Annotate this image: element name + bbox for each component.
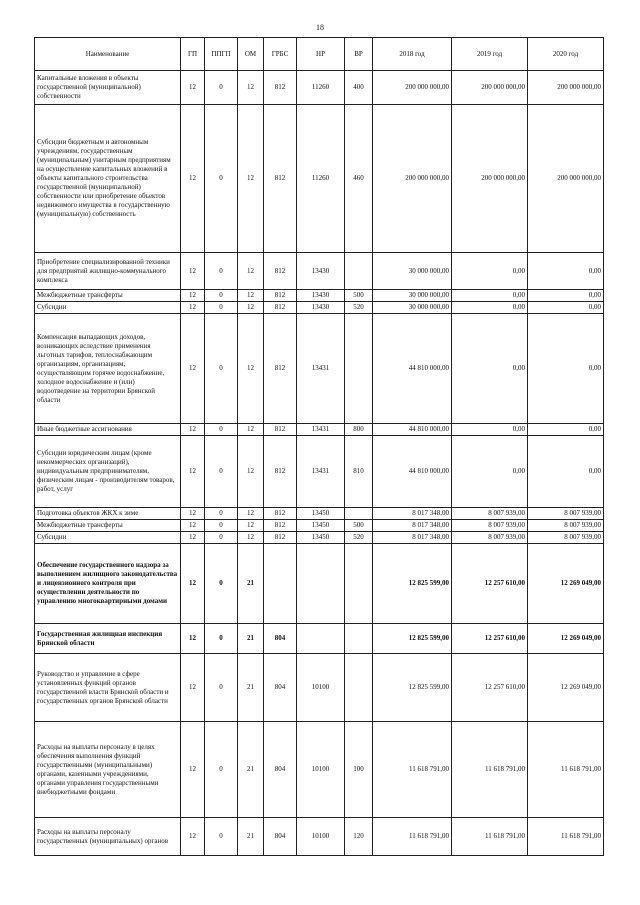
table-cell-om: 12: [238, 424, 264, 436]
table-cell-name: Субсидии: [35, 302, 181, 314]
header-gp: ГП: [181, 38, 205, 71]
table-cell-2018: 8 017 348,00: [373, 532, 452, 544]
table-cell-name: Субсидии бюджетным и автономным учреждениям, государственным (муниципальным) унитарным предприятиям на осуществление капитальных вложений в объекты капитального строительства государственной (муниципальной) собственности или приобретение объектов недвижимого имущества в государственную (муниципальную) собственность: [35, 105, 181, 253]
table-cell-2020: 0,00: [528, 253, 604, 290]
table-cell-nr: 13450: [297, 520, 345, 532]
table-cell-vr: 500: [345, 290, 373, 302]
table-cell-ppgp: 0: [205, 436, 238, 508]
table-cell-ppgp: 0: [205, 302, 238, 314]
table-cell-2020: 0,00: [528, 290, 604, 302]
table-cell-grbs: 812: [264, 314, 297, 424]
table-cell-om: 21: [238, 544, 264, 624]
table-cell-2019: 200 000 000,00: [452, 105, 528, 253]
table-cell-2020: 12 269 049,00: [528, 544, 604, 624]
table-cell-2018: 30 000 000,00: [373, 302, 452, 314]
page-number: 18: [316, 23, 324, 32]
table-cell-2019: 0,00: [452, 253, 528, 290]
table-cell-gp: 12: [181, 253, 205, 290]
table-cell-vr: 100: [345, 722, 373, 818]
header-vr: ВР: [345, 38, 373, 71]
table-cell-gp: 12: [181, 290, 205, 302]
table-row: [35, 722, 604, 818]
table-cell-2020: 0,00: [528, 436, 604, 508]
table-cell-ppgp: 0: [205, 654, 238, 722]
table-cell-gp: 12: [181, 71, 205, 105]
table-cell-grbs: 804: [264, 624, 297, 654]
table-header: [35, 38, 604, 71]
table-cell-2019: 8 007 939,00: [452, 532, 528, 544]
table-cell-2020: 8 007 939,00: [528, 520, 604, 532]
table-cell-2019: 0,00: [452, 314, 528, 424]
table-cell-2020: 8 007 939,00: [528, 508, 604, 520]
table-cell-ppgp: 0: [205, 314, 238, 424]
table-cell-2020: 200 000 000,00: [528, 105, 604, 253]
table-cell-2019: 11 618 791,00: [452, 722, 528, 818]
table-cell-vr: 520: [345, 302, 373, 314]
table-cell-2018: 12 825 599,00: [373, 544, 452, 624]
table-cell-2019: 200 000 000,00: [452, 71, 528, 105]
table-cell-vr: 460: [345, 105, 373, 253]
table-cell-name: Иные бюджетные ассигнования: [35, 424, 181, 436]
table-cell-gp: 12: [181, 624, 205, 654]
table-row: [35, 520, 604, 532]
table-cell-2018: 200 000 000,00: [373, 105, 452, 253]
table-cell-nr: 13431: [297, 314, 345, 424]
table-cell-om: 12: [238, 105, 264, 253]
table-cell-nr: 13430: [297, 253, 345, 290]
table-cell-2018: 8 017 348,00: [373, 520, 452, 532]
table-cell-gp: 12: [181, 520, 205, 532]
table-row: [35, 314, 604, 424]
table-cell-nr: 13430: [297, 302, 345, 314]
table-row: [35, 436, 604, 508]
table-cell-ppgp: 0: [205, 424, 238, 436]
table-cell-nr: 13450: [297, 532, 345, 544]
table-cell-gp: 12: [181, 302, 205, 314]
table-cell-vr: [345, 654, 373, 722]
table-cell-om: 12: [238, 290, 264, 302]
table-cell-name: Приобретение специализированной техники для предприятий жилищно-коммунального комплекса: [35, 253, 181, 290]
table-cell-name: Субсидии: [35, 532, 181, 544]
table-cell-2019: 11 618 791,00: [452, 818, 528, 856]
table-cell-grbs: 804: [264, 818, 297, 856]
table-row: [35, 105, 604, 253]
table-cell-om: 21: [238, 654, 264, 722]
table-cell-name: Капитальные вложения в объекты государственной (муниципальной) собственности: [35, 71, 181, 105]
header-name: Наименование: [35, 38, 181, 71]
table-cell-2018: 12 825 599,00: [373, 624, 452, 654]
table-cell-2020: 0,00: [528, 302, 604, 314]
table-cell-2018: 200 000 000,00: [373, 71, 452, 105]
table-cell-2019: 0,00: [452, 302, 528, 314]
table-cell-nr: [297, 624, 345, 654]
table-row: [35, 532, 604, 544]
header-2020: 2020 год: [528, 38, 604, 71]
table-cell-vr: 120: [345, 818, 373, 856]
budget-table: [34, 37, 604, 856]
table-cell-nr: 13430: [297, 290, 345, 302]
table-cell-nr: 11260: [297, 71, 345, 105]
table-row: [35, 508, 604, 520]
table-cell-ppgp: 0: [205, 253, 238, 290]
table-cell-gp: 12: [181, 818, 205, 856]
table-cell-grbs: [264, 544, 297, 624]
table-cell-nr: 10100: [297, 722, 345, 818]
table-cell-om: 12: [238, 508, 264, 520]
header-ppgp: ППГП: [205, 38, 238, 71]
table-cell-ppgp: 0: [205, 624, 238, 654]
table-cell-2019: 0,00: [452, 424, 528, 436]
table-cell-2019: 0,00: [452, 290, 528, 302]
table-cell-gp: 12: [181, 424, 205, 436]
table-cell-nr: 13450: [297, 508, 345, 520]
table-cell-2018: 11 618 791,00: [373, 722, 452, 818]
header-om: ОМ: [238, 38, 264, 71]
table-row: [35, 71, 604, 105]
table-cell-2018: 12 825 599,00: [373, 654, 452, 722]
table-cell-ppgp: 0: [205, 544, 238, 624]
table-cell-vr: [345, 253, 373, 290]
table-cell-name: Расходы на выплаты персоналу в целях обеспечения выполнения функций государственными (муниципальными) органами, казенными учреждениями, органами управления государственными внебюджетными фондами: [35, 722, 181, 818]
table-cell-om: 12: [238, 314, 264, 424]
table-cell-ppgp: 0: [205, 722, 238, 818]
table-cell-grbs: 812: [264, 302, 297, 314]
table-cell-grbs: 812: [264, 424, 297, 436]
table-cell-om: 12: [238, 253, 264, 290]
table-cell-om: 12: [238, 532, 264, 544]
table-cell-ppgp: 0: [205, 520, 238, 532]
table-cell-2020: 0,00: [528, 424, 604, 436]
header-2018: 2018 год: [373, 38, 452, 71]
table-cell-gp: 12: [181, 436, 205, 508]
table-cell-2018: 30 000 000,00: [373, 290, 452, 302]
table-cell-2019: 8 007 939,00: [452, 508, 528, 520]
table-cell-grbs: 812: [264, 520, 297, 532]
table-cell-grbs: 812: [264, 508, 297, 520]
header-2019: 2019 год: [452, 38, 528, 71]
table-cell-om: 12: [238, 302, 264, 314]
table-cell-grbs: 812: [264, 105, 297, 253]
table-cell-ppgp: 0: [205, 290, 238, 302]
table-cell-grbs: 804: [264, 722, 297, 818]
table-cell-grbs: 812: [264, 253, 297, 290]
header-grbs: ГРБС: [264, 38, 297, 71]
table-cell-name: Государственная жилищная инспекция Брянской области: [35, 624, 181, 654]
header-nr: НР: [297, 38, 345, 71]
table-row: [35, 654, 604, 722]
table-cell-nr: 10100: [297, 818, 345, 856]
table-cell-om: 21: [238, 624, 264, 654]
table-cell-grbs: 812: [264, 71, 297, 105]
table-cell-2019: 12 257 610,00: [452, 624, 528, 654]
table-cell-2019: 0,00: [452, 436, 528, 508]
table-cell-2018: 44 810 000,00: [373, 314, 452, 424]
table-cell-2020: 12 269 049,00: [528, 624, 604, 654]
table-cell-2020: 0,00: [528, 314, 604, 424]
table-row: [35, 290, 604, 302]
table-cell-gp: 12: [181, 544, 205, 624]
table-cell-om: 12: [238, 520, 264, 532]
table-cell-om: 12: [238, 436, 264, 508]
table-row: [35, 818, 604, 856]
table-cell-grbs: 812: [264, 290, 297, 302]
table-cell-om: 21: [238, 818, 264, 856]
table-cell-vr: [345, 544, 373, 624]
table-cell-gp: 12: [181, 314, 205, 424]
table-cell-name: Расходы на выплаты персоналу государственных (муниципальных) органов: [35, 818, 181, 856]
table-cell-2020: 11 618 791,00: [528, 818, 604, 856]
table-cell-ppgp: 0: [205, 532, 238, 544]
table-cell-vr: 520: [345, 532, 373, 544]
table-cell-nr: [297, 544, 345, 624]
table-row: [35, 302, 604, 314]
table-cell-name: Межбюджетные трансферты: [35, 290, 181, 302]
table-cell-name: Подготовка объектов ЖКХ к зиме: [35, 508, 181, 520]
table-cell-gp: 12: [181, 508, 205, 520]
table-cell-2018: 8 017 348,00: [373, 508, 452, 520]
table-cell-2018: 11 618 791,00: [373, 818, 452, 856]
table-cell-name: Руководство и управление в сфере установленных функций органов государственной власти Брянской области и государственных органов Брянской области: [35, 654, 181, 722]
table-cell-2019: 12 257 610,00: [452, 544, 528, 624]
table-cell-gp: 12: [181, 722, 205, 818]
table-cell-vr: [345, 624, 373, 654]
table-cell-2018: 30 000 000,00: [373, 253, 452, 290]
table-cell-grbs: 812: [264, 436, 297, 508]
table-cell-nr: 13431: [297, 424, 345, 436]
table-cell-name: Обеспечение государственного надзора за выполнением жилищного законодательства и лицензионного контроля при осуществлении деятельности по управлению многоквартирными домами: [35, 544, 181, 624]
table-cell-vr: 500: [345, 520, 373, 532]
table-cell-nr: 13431: [297, 436, 345, 508]
table-cell-gp: 12: [181, 532, 205, 544]
table-cell-ppgp: 0: [205, 71, 238, 105]
table-cell-name: Компенсация выпадающих доходов, возникающих вследствие применения льготных тарифов, теплоснабжающим организациям, организациям, осуществляющим горячее водоснабжение, холодное водоснабжение и (или) водоотведение на территории Брянской области: [35, 314, 181, 424]
table-cell-nr: 11260: [297, 105, 345, 253]
table-cell-grbs: 812: [264, 532, 297, 544]
table-cell-om: 21: [238, 722, 264, 818]
table-cell-ppgp: 0: [205, 105, 238, 253]
table-cell-ppgp: 0: [205, 508, 238, 520]
table-row: [35, 424, 604, 436]
table-cell-om: 12: [238, 71, 264, 105]
table-cell-gp: 12: [181, 105, 205, 253]
table-cell-2020: 12 269 049,00: [528, 654, 604, 722]
table-row: [35, 624, 604, 654]
table-cell-nr: 10100: [297, 654, 345, 722]
table-cell-2019: 8 007 939,00: [452, 520, 528, 532]
table-cell-2018: 44 810 000,00: [373, 436, 452, 508]
table-cell-grbs: 804: [264, 654, 297, 722]
table-cell-vr: [345, 508, 373, 520]
table-cell-2020: 8 007 939,00: [528, 532, 604, 544]
table-cell-name: Межбюджетные трансферты: [35, 520, 181, 532]
table-cell-2018: 44 810 000,00: [373, 424, 452, 436]
table-cell-ppgp: 0: [205, 818, 238, 856]
table-cell-2020: 11 618 791,00: [528, 722, 604, 818]
table-cell-vr: [345, 314, 373, 424]
table-cell-name: Субсидии юридическим лицам (кроме некоммерческих организаций), индивидуальным предпринимателям, физическим лицам - производителям товаров, работ, услуг: [35, 436, 181, 508]
table-cell-vr: 400: [345, 71, 373, 105]
table-cell-vr: 810: [345, 436, 373, 508]
table-row: [35, 544, 604, 624]
table-cell-vr: 800: [345, 424, 373, 436]
table-cell-2020: 200 000 000,00: [528, 71, 604, 105]
table-row: [35, 253, 604, 290]
table-cell-gp: 12: [181, 654, 205, 722]
table-cell-2019: 12 257 610,00: [452, 654, 528, 722]
